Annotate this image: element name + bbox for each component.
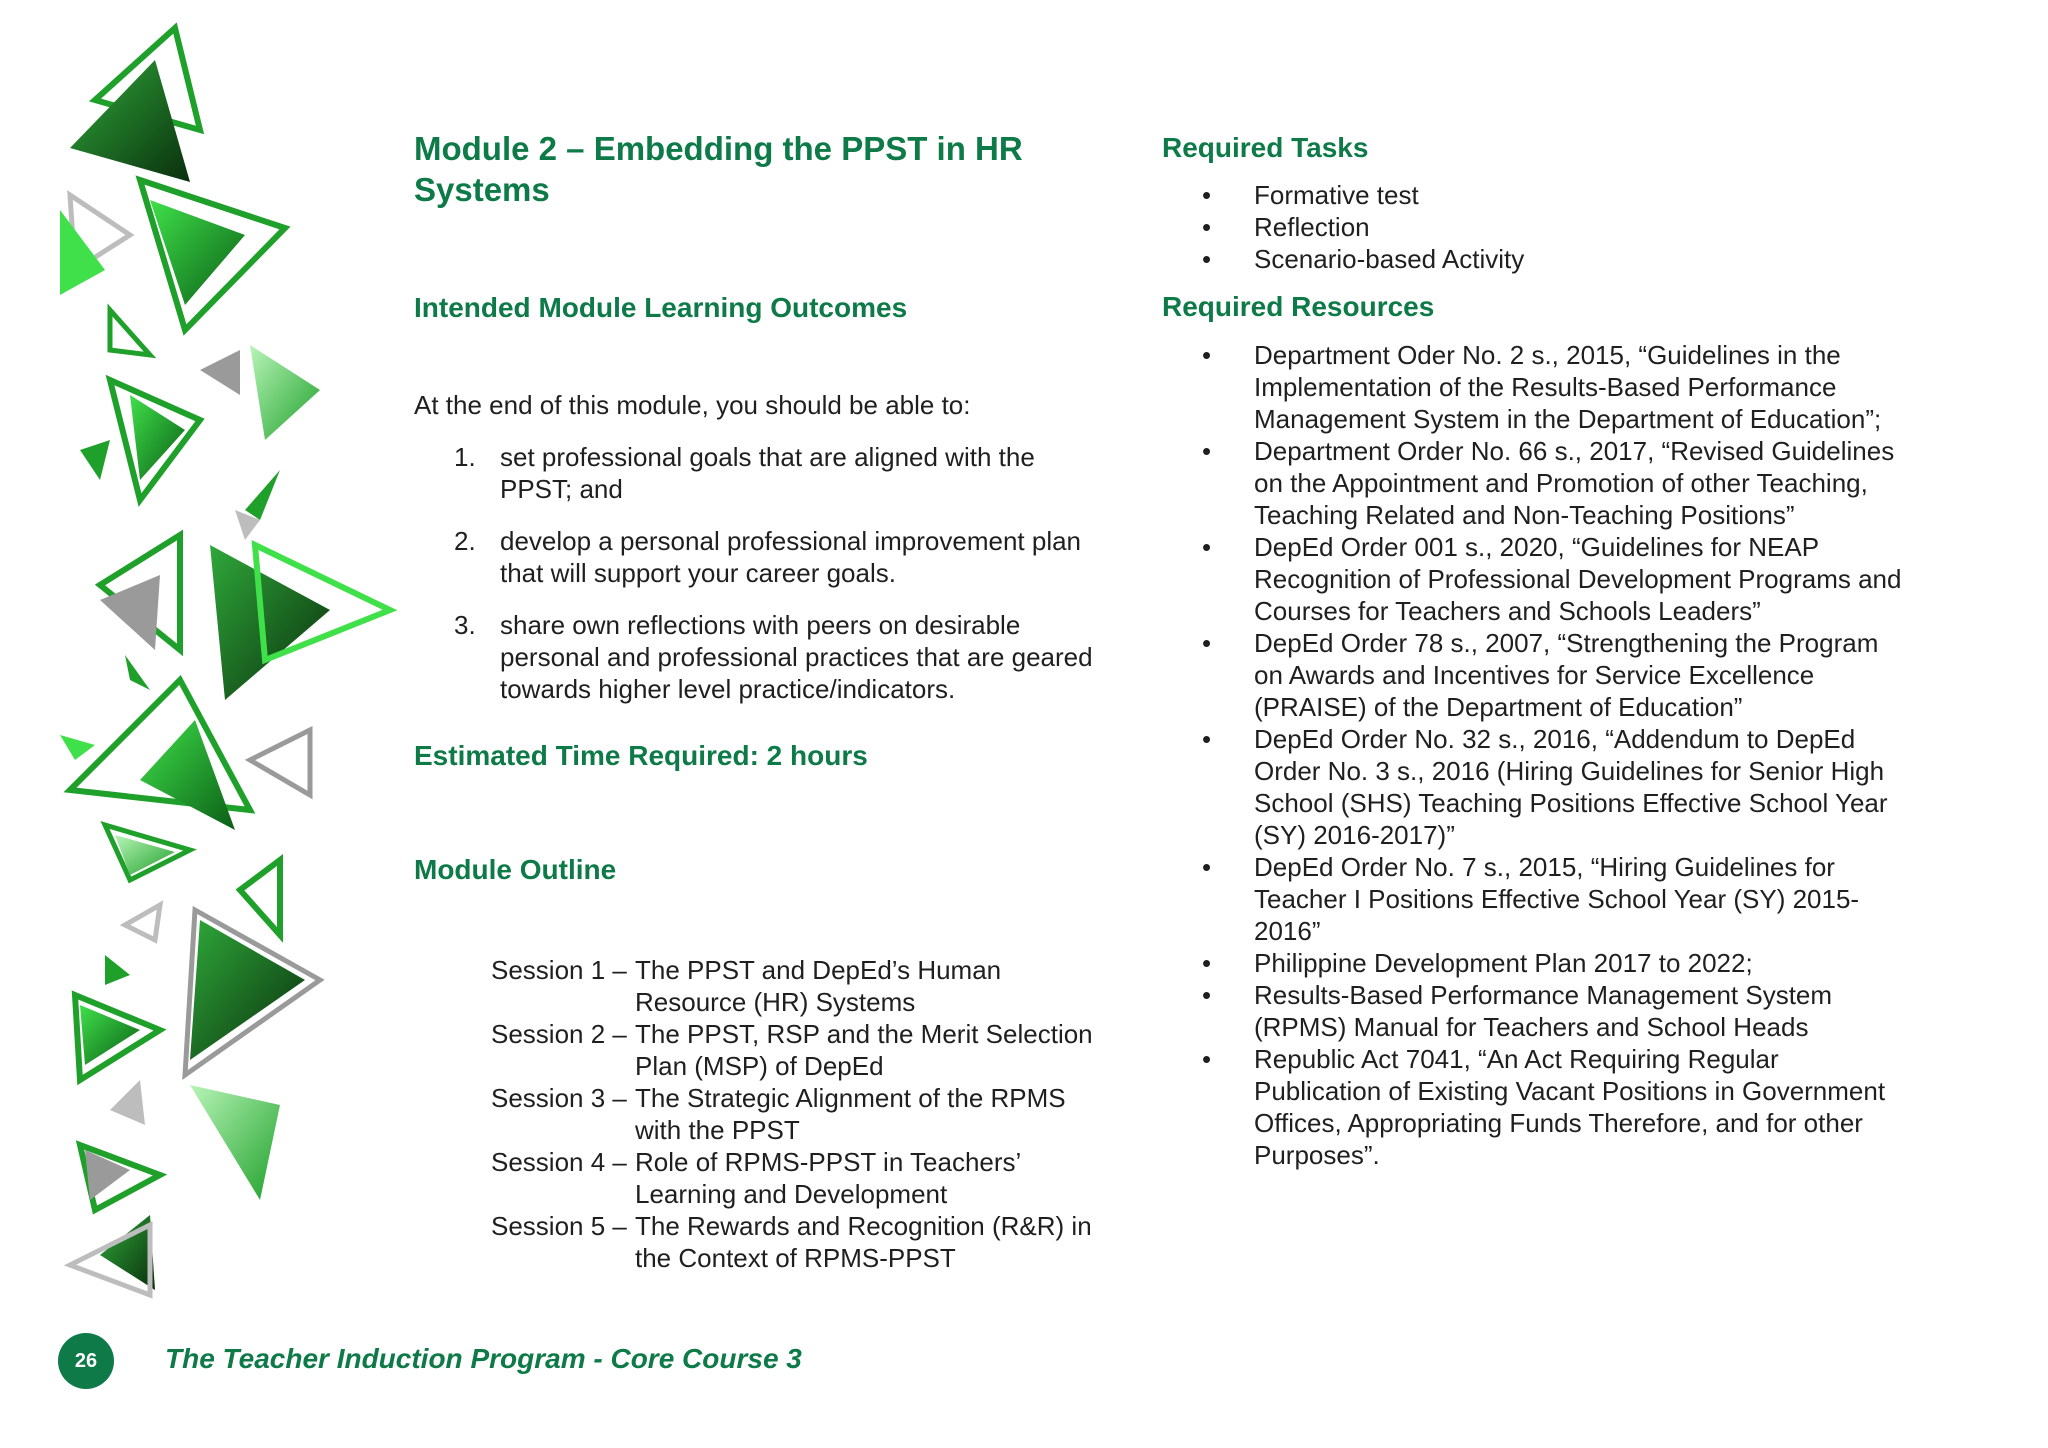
list-item <box>1202 179 1524 211</box>
required-tasks-list <box>1202 179 1524 275</box>
item-text: develop a personal professional improvement plan that will support your career goals. <box>500 526 1082 588</box>
footer-title: The Teacher Induction Program - Core Course 3 <box>165 1343 802 1374</box>
required-tasks-heading: Required Tasks <box>1162 132 1369 163</box>
item-text: DepEd Order 001 s., 2020, “Guidelines for NEAP Recognition of Professional Development Programs and Courses for Teachers and Schools Leaders” <box>1254 532 1902 626</box>
list-item <box>1202 1043 1902 1171</box>
bullet: • <box>1202 724 1212 754</box>
item-text: DepEd Order No. 32 s., 2016, “Addendum to DepEd Order No. 3 s., 2016 (Hiring Guidelines for Senior High School (SHS) Teaching Positions Effective School Year (SY) 2016-2017)” <box>1254 724 1888 850</box>
module-outline-heading: Module Outline <box>414 854 617 885</box>
learning-outcomes-list <box>454 441 1094 725</box>
session-row <box>491 1082 1111 1146</box>
list-item <box>1202 947 1902 979</box>
decorative-triangle-pattern <box>0 0 420 1330</box>
bullet: • <box>1202 980 1212 1010</box>
list-item <box>1202 627 1902 723</box>
session-label: Session 2 – <box>491 1019 627 1049</box>
item-number: 1. <box>454 442 476 472</box>
item-text: Department Oder No. 2 s., 2015, “Guidelines in the Implementation of the Results-Based Performance Management System in the Department of Education”; <box>1254 340 1882 434</box>
item-text: Scenario-based Activity <box>1254 244 1525 274</box>
item-text: DepEd Order 78 s., 2007, “Strengthening the Program on Awards and Incentives for Service Excellence (PRAISE) of the Department of Education” <box>1254 628 1879 722</box>
required-resources-heading: Required Resources <box>1162 291 1435 322</box>
bullet: • <box>1202 948 1212 978</box>
session-title: The PPST, RSP and the Merit Selection Plan (MSP) of DepEd <box>635 1019 1093 1081</box>
session-title: The Rewards and Recognition (R&R) in the Context of RPMS-PPST <box>635 1211 1092 1273</box>
session-row <box>491 1146 1111 1210</box>
item-text: share own reflections with peers on desirable personal and professional practices that are geared towards higher level practice/indicators. <box>500 610 1093 704</box>
list-item <box>1202 851 1902 947</box>
item-text: Philippine Development Plan 2017 to 2022; <box>1254 948 1753 978</box>
list-item <box>454 609 1094 705</box>
bullet: • <box>1202 212 1212 242</box>
bullet: • <box>1202 628 1212 658</box>
bullet: • <box>1202 1044 1212 1074</box>
item-text: Republic Act 7041, “An Act Requiring Regular Publication of Existing Vacant Positions in Government Offices, Appropriating Funds Therefore, and for other Purposes”. <box>1254 1044 1886 1170</box>
session-title: The PPST and DepEd’s Human Resource (HR) Systems <box>635 955 1002 1017</box>
bullet: • <box>1202 436 1212 466</box>
session-row <box>491 1210 1111 1274</box>
list-item <box>1202 723 1902 851</box>
list-item <box>1202 243 1524 275</box>
bullet: • <box>1202 244 1212 274</box>
bullet: • <box>1202 532 1212 562</box>
estimated-time-heading: Estimated Time Required: 2 hours <box>414 740 868 771</box>
bullet: • <box>1202 180 1212 210</box>
required-resources-list <box>1202 339 1902 1171</box>
session-label: Session 4 – <box>491 1147 627 1177</box>
session-row <box>491 954 1111 1018</box>
page-number-badge: 26 <box>58 1333 114 1389</box>
item-text: Reflection <box>1254 212 1370 242</box>
list-item <box>1202 979 1902 1043</box>
list-item <box>1202 339 1902 435</box>
list-item <box>1202 211 1524 243</box>
list-item <box>454 441 1094 505</box>
bullet: • <box>1202 340 1212 370</box>
list-item <box>454 525 1094 589</box>
session-list <box>491 954 1111 1274</box>
session-row <box>491 1018 1111 1082</box>
session-title: The Strategic Alignment of the RPMS with the PPST <box>635 1083 1066 1145</box>
item-text: Department Order No. 66 s., 2017, “Revised Guidelines on the Appointment and Promotion of other Teaching, Teaching Related and Non-Teaching Positions” <box>1254 436 1895 530</box>
session-label: Session 3 – <box>491 1083 627 1113</box>
module-title: Module 2 – Embedding the PPST in HR Systems <box>414 130 1023 208</box>
item-number: 2. <box>454 526 476 556</box>
item-text: Formative test <box>1254 180 1419 210</box>
list-item <box>1202 435 1902 531</box>
learning-outcomes-heading: Intended Module Learning Outcomes <box>414 292 908 323</box>
learning-outcomes-intro: At the end of this module, you should be able to: <box>414 390 971 420</box>
bullet: • <box>1202 852 1212 882</box>
session-label: Session 5 – <box>491 1211 627 1241</box>
list-item <box>1202 531 1902 627</box>
item-text: DepEd Order No. 7 s., 2015, “Hiring Guidelines for Teacher I Positions Effective School Year (SY) 2015-2016” <box>1254 852 1860 946</box>
item-number: 3. <box>454 610 476 640</box>
item-text: Results-Based Performance Management System (RPMS) Manual for Teachers and School Heads <box>1254 980 1833 1042</box>
item-text: set professional goals that are aligned with the PPST; and <box>500 442 1035 504</box>
session-title: Role of RPMS-PPST in Teachers’ Learning and Development <box>635 1147 1021 1209</box>
session-label: Session 1 – <box>491 955 627 985</box>
